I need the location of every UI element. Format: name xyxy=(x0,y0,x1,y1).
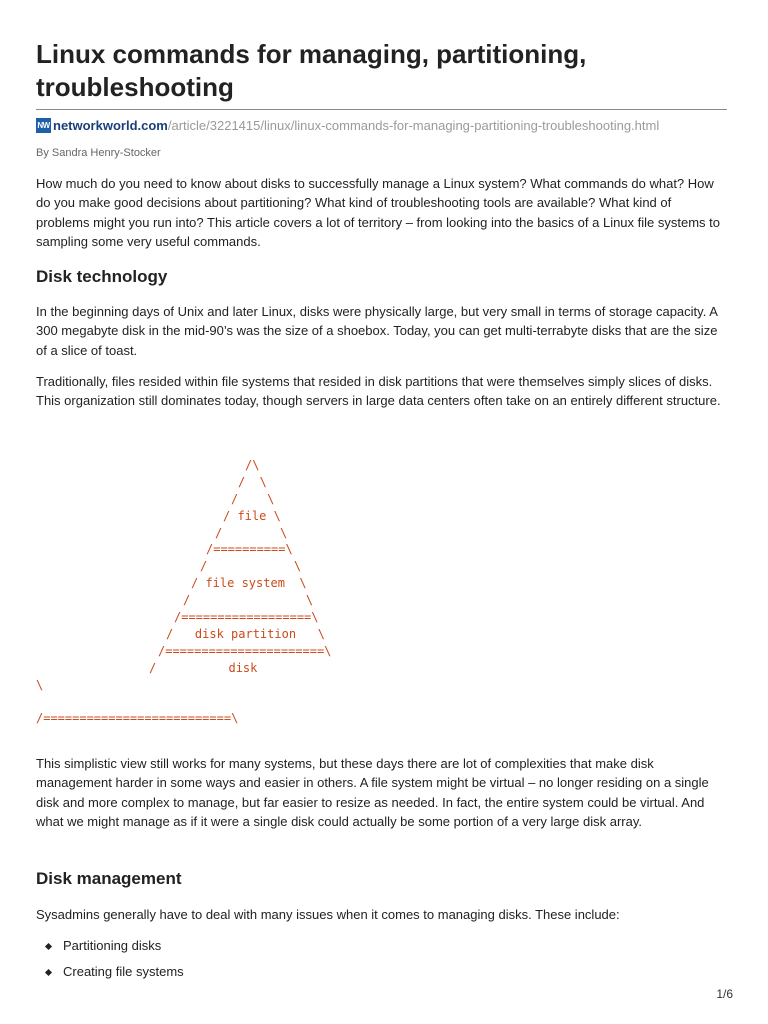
article-title: Linux commands for managing, partitioning, troubleshooting xyxy=(36,39,587,102)
diagram-line: / disk xyxy=(149,661,258,675)
paragraph-partitions: Traditionally, files resided within file systems that resided in disk partitions that were themselves simply slices of disks. This organization still dominates today, though servers in large data centers often take on an entirely different structure. xyxy=(36,374,721,409)
section-heading-disk-management: Disk management xyxy=(36,869,182,888)
diagram-line: /==================\ xyxy=(174,610,319,624)
bullet-icon xyxy=(45,943,52,950)
bullet-icon xyxy=(45,969,52,976)
ascii-pyramid-diagram xyxy=(36,458,728,728)
diagram-line: / disk partition \ xyxy=(166,627,325,641)
document-page xyxy=(36,0,728,1024)
list-item xyxy=(36,936,184,962)
title-divider xyxy=(36,109,727,110)
paragraph-sysadmin-issues: Sysadmins generally have to deal with many issues when it comes to managing disks. These include: xyxy=(36,907,620,922)
diagram-line: / \ xyxy=(183,593,314,607)
source-path-link[interactable]: /article/3221415/linux/linux-commands-for-managing-partitioning-troubleshooting.html xyxy=(167,117,660,133)
diagram-line: / \ xyxy=(215,526,288,540)
source-line[interactable] xyxy=(36,116,659,134)
list-item-label: Creating file systems xyxy=(63,964,184,979)
list-item-label: Partitioning disks xyxy=(63,938,162,953)
diagram-line: /==========\ xyxy=(206,542,293,556)
diagram-line: / \ xyxy=(231,492,275,506)
diagram-line: / \ xyxy=(200,559,302,573)
diagram-line: /==========================\ xyxy=(36,711,239,725)
networkworld-logo-icon: NW xyxy=(36,118,51,133)
paragraph-complexities: This simplistic view still works for many systems, but these days there are lot of complexities that make disk management harder in some ways and easier in others. A file system might be virtual – no longer residing on a single disk and more complex to manage, but far easier to resize as needed. In fact, the entire system could be virtual. And what we might manage as if it were a single disk could actually be some portion of a very large disk array. xyxy=(36,756,709,830)
page-number: 1/6 xyxy=(716,987,733,1001)
diagram-line: /\ xyxy=(245,458,260,472)
disk-management-list xyxy=(36,936,184,988)
section-heading-disk-technology: Disk technology xyxy=(36,267,168,286)
intro-paragraph: How much do you need to know about disks to successfully manage a Linux system? What commands do what? How do you make good decisions about partitioning? What kind of troubleshooting tools are available? What kind of problems might you run into? This article covers a lot of territory – from looking into the basics of a Linux file systems to sampling some very useful commands. xyxy=(36,176,721,250)
diagram-line: \ xyxy=(36,678,44,692)
author-byline: By Sandra Henry-Stocker xyxy=(36,147,161,159)
diagram-line: / file system \ xyxy=(191,576,307,590)
diagram-line: /======================\ xyxy=(158,644,332,658)
source-domain-link[interactable]: networkworld.com xyxy=(53,117,168,133)
diagram-line: / file \ xyxy=(223,509,281,523)
paragraph-disk-history: In the beginning days of Unix and later Linux, disks were physically large, but very small in terms of storage capacity. A 300 megabyte disk in the mid-90’s was the size of a shoebox. Today, you can get multi-terrabyte disks that are the size of a slice of toast. xyxy=(36,304,718,358)
list-item xyxy=(36,962,184,988)
diagram-line: / \ xyxy=(238,475,267,489)
